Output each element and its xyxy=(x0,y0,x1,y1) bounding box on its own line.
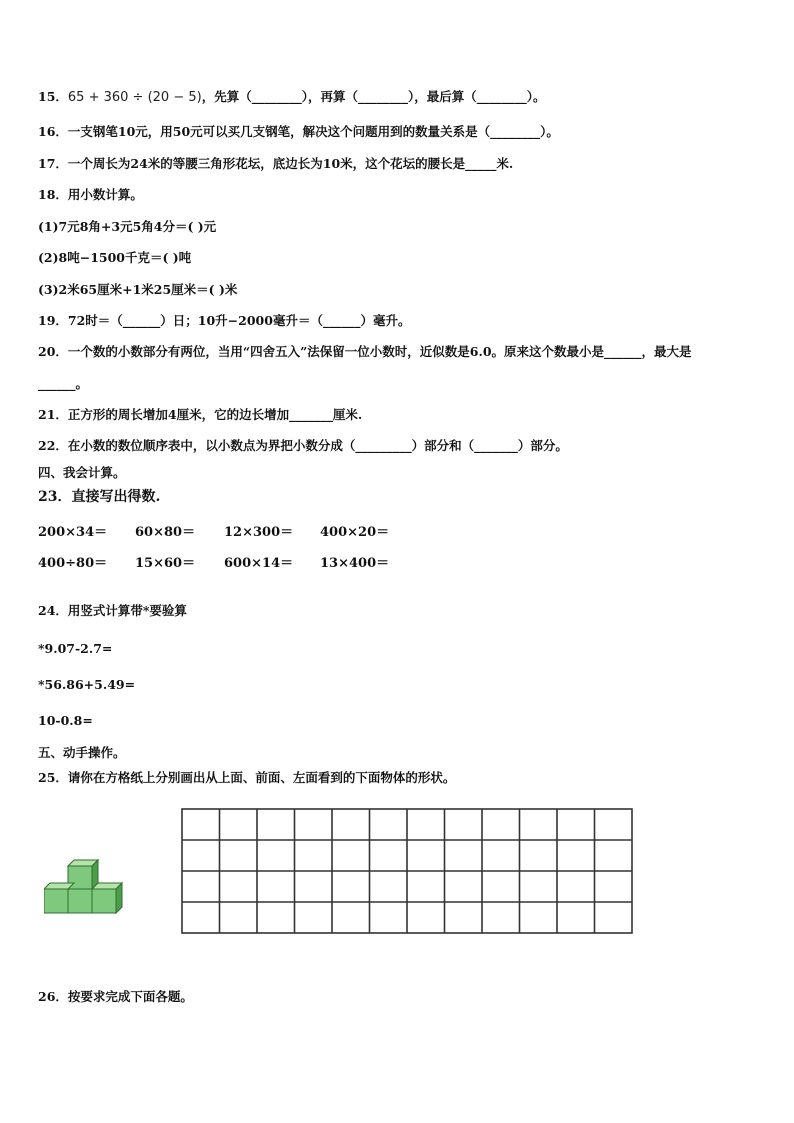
question-18-part-3: (3)2米65厘米+1米25厘米＝( )米 xyxy=(38,282,238,297)
question-number: 15． xyxy=(38,89,68,104)
question-22: 22．在小数的数位顺序表中，以小数点为界把小数分成（_________）部分和（_______）部分。 xyxy=(38,438,568,453)
calc-item: 15×60＝ xyxy=(135,556,196,571)
grid-paper[interactable] xyxy=(181,808,633,934)
question-26: 26．按要求完成下面各题。 xyxy=(38,989,193,1004)
question-24-part-2: *56.86+5.49= xyxy=(38,677,136,692)
question-18-part-2: (2)8吨−1500千克＝( )吨 xyxy=(38,250,192,265)
question-15 xyxy=(38,89,545,106)
question-16: 16．一支钢笔10元，用50元可以买几支钢笔，解决这个问题用到的数量关系是（________）。 xyxy=(38,124,559,139)
question-18: 18．用小数计算。 xyxy=(38,187,143,202)
calc-item: 12×300＝ xyxy=(224,525,294,540)
calc-item: 60×80＝ xyxy=(135,525,196,540)
question-23: 23．直接写出得数. xyxy=(38,489,161,505)
math-expression: 65 + 360 ÷ (20 − 5) xyxy=(67,90,202,105)
cube-stack-figure xyxy=(44,858,124,916)
question-19: 19．72时＝（______）日；10升−2000毫升＝（______）毫升。 xyxy=(38,313,411,328)
section-5-heading: 五、动手操作。 xyxy=(38,745,126,760)
question-17: 17．一个周长为24米的等腰三角形花坛，底边长为10米，这个花坛的腰长是_____米. xyxy=(38,156,514,171)
calc-item: 400×20＝ xyxy=(320,525,390,540)
question-20: 20．一个数的小数部分有两位，当用“四舍五入”法保留一位小数时，近似数是6.0。原来这个数最小是______，最大是 xyxy=(38,344,692,359)
section-4-heading: 四、我会计算。 xyxy=(38,465,126,480)
calc-item: 400÷80＝ xyxy=(38,556,108,571)
question-25: 25．请你在方格纸上分别画出从上面、前面、左面看到的下面物体的形状。 xyxy=(38,770,456,785)
question-20-continued: ______。 xyxy=(38,376,89,391)
calc-item: 200×34＝ xyxy=(38,525,108,540)
cube-stack-icon xyxy=(44,858,124,916)
question-text: ，先算（________），再算（________），最后算（________）。 xyxy=(201,89,546,104)
question-24: 24．用竖式计算带*要验算 xyxy=(38,603,187,618)
calc-item: 13×400＝ xyxy=(320,556,390,571)
question-24-part-1: *9.07-2.7= xyxy=(38,641,113,656)
calc-item: 600×14＝ xyxy=(224,556,294,571)
question-24-part-3: 10-0.8= xyxy=(38,713,93,728)
question-18-part-1: (1)7元8角+3元5角4分＝( )元 xyxy=(38,219,217,234)
question-21: 21．正方形的周长增加4厘米，它的边长增加_______厘米. xyxy=(38,407,363,422)
grid-paper-drawing xyxy=(181,808,633,934)
